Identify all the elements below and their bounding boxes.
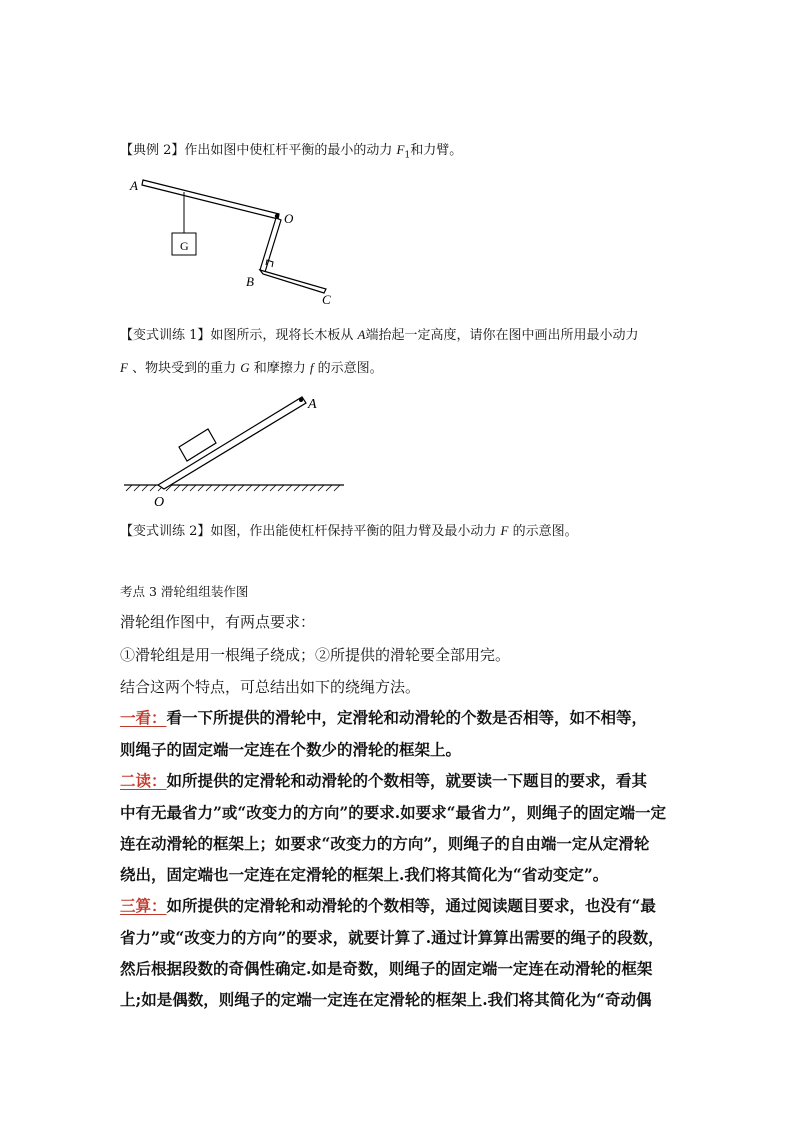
variant1-symbol-f: F: [120, 360, 128, 375]
lever-bar-ao: [142, 180, 279, 219]
board-end-a-dot: [299, 398, 303, 402]
example2-force-symbol: F: [396, 142, 405, 157]
rule1-label: 一看：: [120, 708, 167, 727]
variant1-line1-b: 端抬起一定高度，请你在图中画出所用最小动力: [365, 328, 639, 343]
variant1-line2-b: 和摩擦力: [249, 361, 310, 376]
label-a: A: [130, 178, 138, 193]
label-b: B: [246, 274, 254, 289]
variant2-text-after: 的示意图。: [508, 524, 578, 539]
variant1-line1-a: 如图所示，现将长木板从: [210, 328, 358, 343]
rule2-line2: 中有无最省力”或“改变力的方向”的要求.如要求“最省力”，则绳子的固定端一定: [120, 803, 666, 822]
lever-arm-bc: [260, 270, 326, 293]
example2-tag: 【典例 2】: [120, 143, 185, 158]
rule2-line1: [120, 769, 647, 791]
inclined-board: [158, 397, 306, 489]
example2-text-before: 作出如图中使杠杆平衡的最小的动力: [184, 143, 397, 158]
rule3-label: 三算：: [120, 896, 167, 915]
variant1-symbol-g: G: [240, 360, 250, 375]
variant1-symbol-friction: f: [309, 360, 314, 375]
rule3-text1: 如所提供的定滑轮和动滑轮的个数相等，通过阅读题目要求，也没有“最: [166, 896, 656, 915]
rule3-line1: [120, 894, 656, 916]
example2-text-after: 和力臂。: [410, 143, 463, 158]
section3-p3: 结合这两个特点，可总结出如下的绕绳方法。: [120, 678, 421, 696]
lever-figure: [120, 168, 360, 308]
variant2-prompt: [120, 520, 578, 539]
variant1-line2-a: 、物块受到的重力: [127, 361, 241, 376]
label-a: A: [308, 397, 317, 412]
rule1-text1: 看一下所提供的滑轮中，定滑轮和动滑轮的个数是否相等，如不相等，: [166, 708, 648, 727]
rule1-line1: [120, 706, 647, 728]
variant1-line2-c: 的示意图。: [313, 361, 383, 376]
rule1-line2: 则绳子的固定端一定连在个数少的滑轮的框架上。: [120, 740, 462, 759]
variant2-tag: 【变式训练 2】: [120, 524, 211, 539]
variant2-symbol-f: F: [500, 523, 509, 538]
rule3-line4: 上;如是偶数，则绳子的定端一定连在定滑轮的框架上.我们将其简化为“奇动偶: [120, 990, 652, 1009]
ground-hatching: [126, 485, 340, 491]
example2-prompt: [120, 139, 462, 161]
section3-p1: 滑轮组作图中，有两点要求：: [120, 613, 316, 631]
label-g: G: [180, 239, 189, 253]
label-o: O: [284, 211, 294, 226]
variant1-tag: 【变式训练 1】: [120, 328, 211, 343]
pivot-o: [275, 214, 279, 218]
rule2-label: 二读：: [120, 771, 167, 790]
rule2-text1: 如所提供的定滑轮和动滑轮的个数相等，就要读一下题目的要求，看其: [166, 771, 648, 790]
label-c: C: [322, 292, 331, 307]
lever-arm-ob: [260, 218, 281, 272]
variant1-line2: [120, 357, 383, 376]
variant1-line1: [120, 324, 639, 343]
variant1-symbol-a: A: [357, 327, 366, 342]
section3-heading: 考点 3 滑轮组组装作图: [120, 584, 249, 599]
variant2-text-before: 如图，作出能使杠杆保持平衡的阻力臂及最小动力: [210, 524, 501, 539]
incline-figure: [120, 390, 360, 512]
rule2-line3: 连在动滑轮的框架上；如要求“改变力的方向”，则绳子的自由端一定从定滑轮: [120, 834, 650, 853]
label-o: O: [154, 495, 165, 510]
section3-p2: ①滑轮组是用一根绳子绕成；②所提供的滑轮要全部用完。: [120, 646, 511, 664]
rule3-line2: 省力”或“改变力的方向”的要求，就要计算了.通过计算算出需要的绳子的段数，: [120, 928, 664, 947]
rule2-line4: 绕出，固定端也一定连在定滑轮的框架上.我们将其简化为“省动变定”。: [120, 865, 609, 884]
rule3-line3: 然后根据段数的奇偶性确定.如是奇数，则绳子的固定端一定连在动滑轮的框架: [120, 959, 653, 978]
example2-force-subscript: 1: [404, 150, 411, 161]
